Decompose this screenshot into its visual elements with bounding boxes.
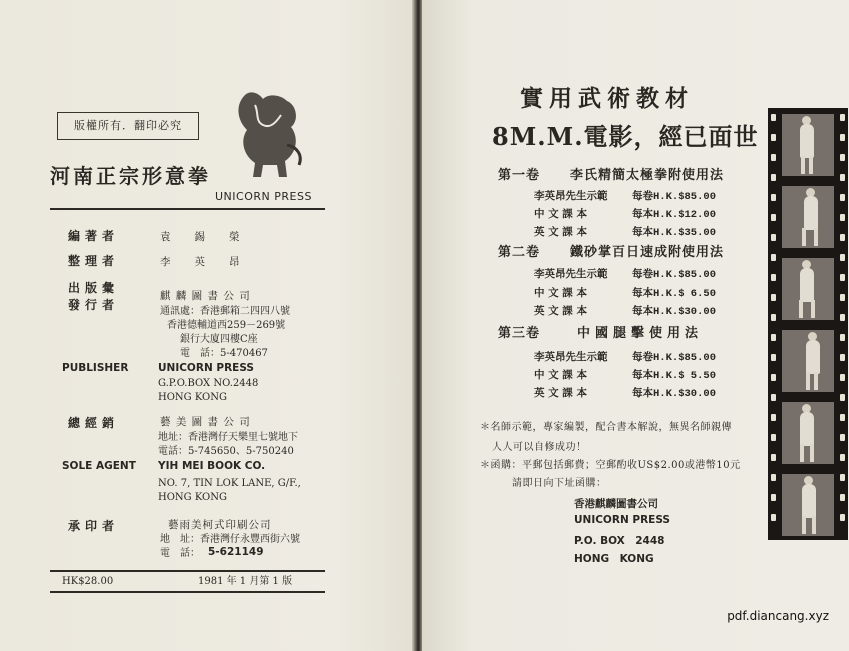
sole-agent-address-2: HONG KONG — [158, 492, 227, 503]
vol-3-price-label-3: 英 文 課 本 — [534, 387, 587, 399]
compiler-label: 整理者 — [68, 254, 120, 268]
vol-1-price-label-2: 中 文 課 本 — [534, 208, 587, 220]
printer-label: 承印者 — [68, 519, 120, 533]
distributor-label: 總經銷 — [68, 416, 120, 430]
vol-1-number: 第一卷 — [498, 168, 541, 183]
vol-3-title: 中國腿擊使用法 — [577, 326, 704, 341]
order-name-en: UNICORN PRESS — [574, 514, 670, 526]
publisher-name-zh: 麒 麟 圖 書 公 司 — [160, 290, 251, 302]
publisher-label-en: PUBLISHER — [62, 362, 129, 374]
sole-agent-name: YIH MEI BOOK CO. — [158, 460, 266, 472]
distributor-phone: 電話：5-745650、5-750240 — [158, 446, 294, 457]
publisher-name-en: UNICORN PRESS — [158, 362, 254, 374]
printer-name: 藝雨美柯式印刷公司 — [168, 519, 272, 531]
printer-phone: 5-621149 — [208, 546, 264, 558]
address-line-1: 通訊處：香港郵箱二四四八號 — [160, 306, 290, 317]
copyright-stamp: 版權所有．翻印必究 — [57, 112, 199, 140]
note-3: ＊函購：平郵包括郵費；空郵酌收US$2.00或港幣10元 — [480, 460, 741, 471]
order-box: P.O. BOX 2448 — [574, 535, 665, 547]
sole-agent-address-1: NO. 7, TIN LOK LANE, G/F., — [158, 478, 301, 489]
vol-3-price-2: 每本H.K.$ 5.50 — [632, 370, 717, 382]
publisher-city: HONG KONG — [158, 392, 227, 403]
edition: 1981 年 1 月第 1 版 — [198, 576, 293, 587]
watermark: pdf.diancang.xyz — [727, 609, 829, 623]
footer-rule — [50, 570, 325, 572]
vol-3-number: 第三卷 — [498, 326, 541, 341]
publisher-box: G.P.O.BOX NO.2448 — [158, 378, 259, 389]
press-name: UNICORN PRESS — [215, 190, 312, 203]
vol-2-title: 鐵砂掌百日速成附使用法 — [570, 245, 725, 260]
sole-agent-label: SOLE AGENT — [62, 460, 136, 472]
vol-3-price-label-2: 中 文 課 本 — [534, 369, 587, 381]
vol-3-price-3: 每本H.K.$30.00 — [632, 388, 717, 400]
vol-1-price-3: 每本H.K.$35.00 — [632, 227, 717, 239]
vol-3-price-label-1: 李英昂先生示範 — [534, 351, 608, 363]
address-line-3: 銀行大廈四樓C座 — [180, 334, 258, 345]
vol-1-title: 李氏精簡太極拳附使用法 — [570, 168, 725, 183]
vol-1-price-1: 每卷H.K.$85.00 — [632, 191, 717, 203]
bottom-rule — [50, 591, 325, 593]
address-line-2: 香港德輔道西259－269號 — [167, 320, 286, 331]
ad-subheading: 8M.M.電影，經已面世 — [492, 122, 759, 151]
address-line-4: 電 話：5-470467 — [180, 348, 268, 359]
vol-2-price-2: 每本H.K.$ 6.50 — [632, 288, 717, 300]
vol-2-price-3: 每本H.K.$30.00 — [632, 306, 717, 318]
compiler-value: 李 英 昂 — [160, 256, 241, 268]
ad-heading: 實用武術教材 — [520, 85, 694, 112]
vol-2-number: 第二卷 — [498, 245, 541, 260]
editor-label: 編著者 — [68, 229, 120, 243]
note-1: ＊名師示範，專家編製，配合書本解說，無異名師親傳 — [480, 422, 732, 433]
film-strip-image — [768, 108, 848, 540]
book-title: 河南正宗形意拳 — [50, 164, 211, 188]
note-2: 人人可以自修成功！ — [492, 442, 587, 453]
printer-address: 地 址：香港灣仔永豐西街六號 — [160, 534, 300, 545]
distributor-address: 地址：香港灣仔天樂里七號地下 — [158, 432, 298, 443]
vol-1-price-2: 每本H.K.$12.00 — [632, 209, 717, 221]
printer-phone-label: 電 話： — [160, 548, 200, 559]
order-name-zh: 香港麒麟圖書公司 — [574, 498, 658, 510]
vol-1-price-label-3: 英 文 課 本 — [534, 226, 587, 238]
publisher-label-zh: 出版彙 — [68, 281, 120, 295]
editor-value: 袁 錫 榮 — [160, 231, 241, 243]
vol-1-price-label-1: 李英昂先生示範 — [534, 190, 608, 202]
price: HK$28.00 — [62, 576, 114, 587]
order-city: HONG KONG — [574, 553, 654, 565]
distributor-name: 藝 美 圖 書 公 司 — [160, 416, 251, 428]
vol-2-price-label-3: 英 文 課 本 — [534, 305, 587, 317]
note-4: 請即日向下址函購： — [512, 478, 607, 489]
vol-3-price-1: 每卷H.K.$85.00 — [632, 352, 717, 364]
qilin-logo — [225, 85, 305, 180]
header-rule — [50, 208, 325, 210]
vol-2-price-1: 每卷H.K.$85.00 — [632, 269, 717, 281]
distributor-label-zh: 發行者 — [68, 298, 120, 312]
left-page — [0, 0, 420, 651]
vol-2-price-label-1: 李英昂先生示範 — [534, 268, 608, 280]
vol-2-price-label-2: 中 文 課 本 — [534, 287, 587, 299]
